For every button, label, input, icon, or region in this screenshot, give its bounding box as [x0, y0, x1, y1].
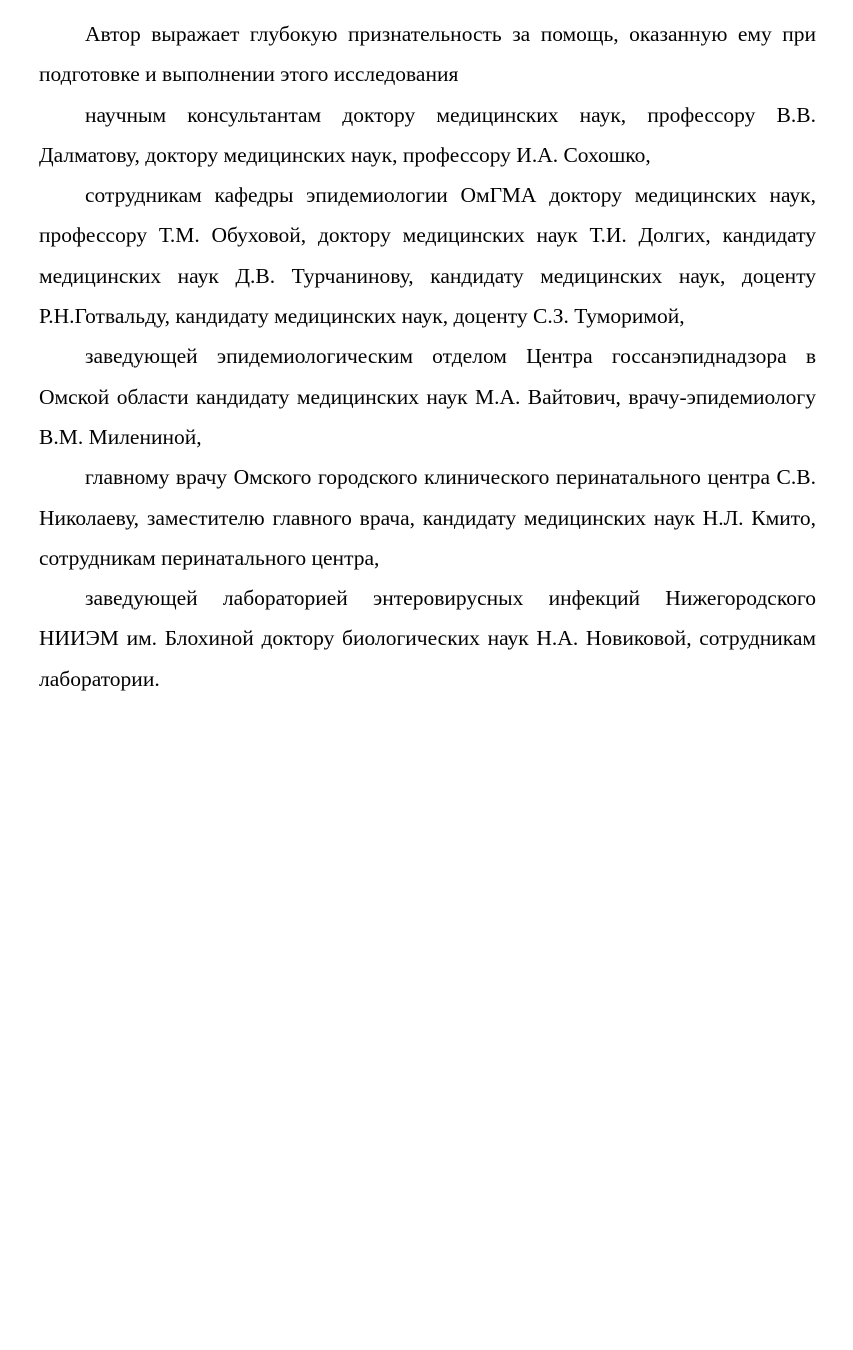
paragraph-sanitary-center: заведующей эпидемиологическим отделом Центра госсанэпиднадзора в Омской области кандидату медицинских наук М.А. Вайтович, врачу-эпидемиологу В.М. Милениной, [39, 344, 816, 449]
acknowledgements-text [39, 14, 816, 699]
paragraph-laboratory: заведующей лабораторией энтеровирусных инфекций Нижегородского НИИЭМ им. Блохиной доктору биологических наук Н.А. Новиковой, сотрудникам лаборатории. [39, 586, 816, 691]
paragraph-consultants: научным консультантам доктору медицинских наук, профессору В.В. Далматову, доктору медицинских наук, профессору И.А. Сохошко, [39, 102, 816, 167]
paragraph-intro: Автор выражает глубокую признательность за помощь, оказанную ему при подготовке и выполнении этого исследования [39, 22, 816, 87]
paragraph-department-staff: сотрудникам кафедры эпидемиологии ОмГМА доктору медицинских наук, профессору Т.М. Обуховой, доктору медицинских наук Т.И. Долгих, кандидату медицинских наук Д.В. Турчанинову, кандидату медицинских наук, доценту Р.Н.Готвальду, кандидату медицинских наук, доценту С.З. Туморимой, [39, 183, 816, 329]
paragraph-perinatal-center: главному врачу Омского городского клинического перинатального центра С.В. Николаеву, заместителю главного врача, кандидату медицинских наук Н.Л. Кмито, сотрудникам перинатального центра, [39, 465, 816, 570]
